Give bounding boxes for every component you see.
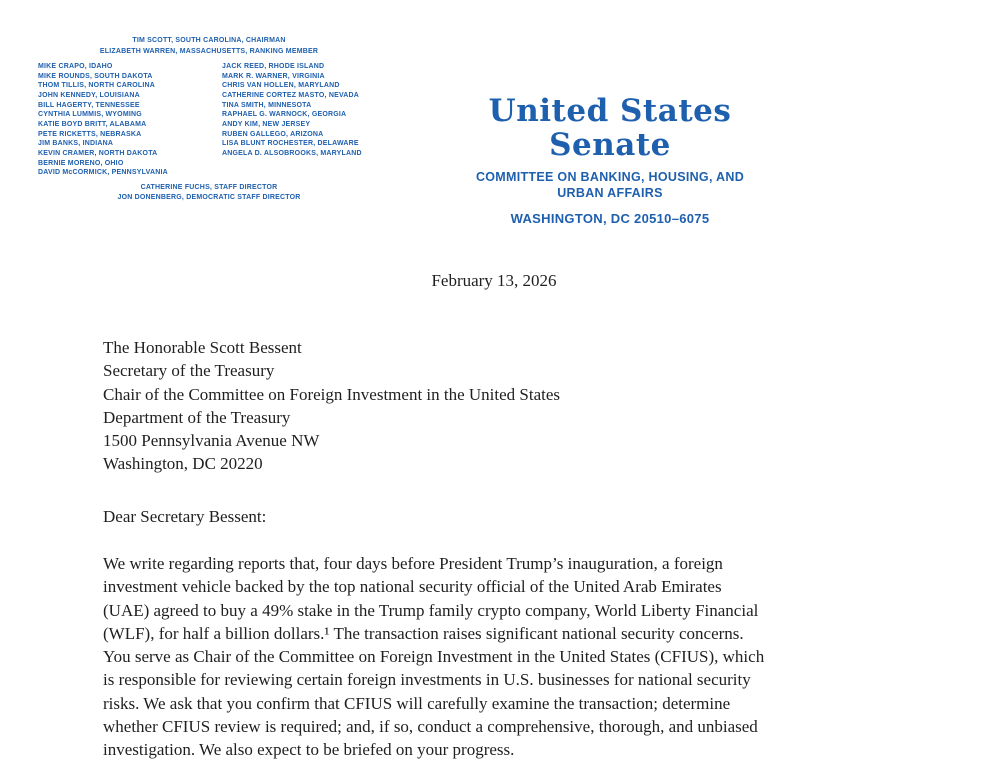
staff-directors bbox=[20, 183, 398, 203]
member-name: RAPHAEL G. WARNOCK, GEORGIA bbox=[222, 111, 347, 119]
recipient-line: Secretary of the Treasury bbox=[103, 361, 275, 381]
member-name: JACK REED, RHODE ISLAND bbox=[222, 63, 325, 70]
member-name: ANDY KIM, NEW JERSEY bbox=[222, 120, 311, 128]
member-name: ANGELA D. ALSOBROOKS, MARYLAND bbox=[222, 149, 362, 157]
member-name: KEVIN CRAMER, NORTH DAKOTA bbox=[38, 149, 158, 157]
recipient-line: 1500 Pennsylvania Avenue NW bbox=[103, 431, 320, 451]
body-line: We write regarding reports that, four days before President Trump’s inauguration, a foreign bbox=[103, 554, 723, 573]
body-line: investigation. We also expect to be briefed on your progress. bbox=[103, 740, 515, 760]
committee-name-line2: URBAN AFFAIRS bbox=[557, 186, 663, 200]
member-name: RUBEN GALLEGO, ARIZONA bbox=[222, 130, 324, 138]
member-name: LISA BLUNT ROCHESTER, DELAWARE bbox=[222, 140, 359, 148]
letter-date: February 13, 2026 bbox=[431, 271, 557, 290]
chairman-line: TIM SCOTT, SOUTH CAROLINA, CHAIRMAN bbox=[132, 37, 286, 44]
ranking-member-line: ELIZABETH WARREN, MASSACHUSETTS, RANKING MEMBER bbox=[99, 47, 319, 55]
democratic-staff-director-line: JON DONENBERG, DEMOCRATIC STAFF DIRECTOR bbox=[117, 194, 301, 201]
committee-name-line1: COMMITTEE ON BANKING, HOUSING, AND bbox=[475, 170, 745, 184]
member-name: CHRIS VAN HOLLEN, MARYLAND bbox=[222, 82, 340, 90]
member-name: MIKE ROUNDS, SOUTH DAKOTA bbox=[38, 72, 153, 80]
staff-director-line: CATHERINE FUCHS, STAFF DIRECTOR bbox=[140, 184, 278, 191]
member-name: CATHERINE CORTEZ MASTO, NEVADA bbox=[222, 91, 360, 99]
body-line: (WLF), for half a billion dollars.¹ The transaction raises significant national security concerns. bbox=[103, 623, 744, 643]
recipient-line: Department of the Treasury bbox=[103, 407, 291, 427]
members-column-left bbox=[38, 62, 168, 178]
salutation: Dear Secretary Bessent: bbox=[103, 507, 267, 526]
recipient-line: Washington, DC 20220 bbox=[103, 454, 263, 474]
recipient-line: Chair of the Committee on Foreign Investment in the United States bbox=[103, 384, 561, 404]
body-line: investment vehicle backed by the top national security official of the United Arab Emirates bbox=[103, 577, 722, 597]
body-line: whether CFIUS review is required; and, if so, conduct a comprehensive, thorough, and unbiased bbox=[103, 717, 758, 737]
member-name: MARK R. WARNER, VIRGINIA bbox=[222, 72, 325, 80]
member-name: MIKE CRAPO, IDAHO bbox=[38, 63, 113, 70]
member-name: CYNTHIA LUMMIS, WYOMING bbox=[38, 111, 142, 119]
member-name: TINA SMITH, MINNESOTA bbox=[222, 101, 312, 109]
letterhead-leadership bbox=[20, 36, 398, 57]
member-name: DAVID McCORMICK, PENNSYLVANIA bbox=[38, 169, 168, 177]
senate-title: United States Senate bbox=[488, 93, 732, 163]
member-name: JIM BANKS, INDIANA bbox=[38, 140, 114, 148]
body-line: You serve as Chair of the Committee on Foreign Investment in the United States (CFIUS), which bbox=[103, 647, 765, 667]
recipient-address-block bbox=[103, 336, 560, 476]
recipient-line: The Honorable Scott Bessent bbox=[103, 338, 302, 357]
letter-body-paragraph bbox=[103, 552, 903, 762]
committee-name bbox=[445, 169, 775, 201]
body-line: (UAE) agreed to buy a 49% stake in the Trump family crypto company, World Liberty Financial bbox=[103, 600, 759, 620]
body-line: is responsible for reviewing certain foreign investments in U.S. businesses for national security bbox=[103, 670, 751, 690]
member-name: JOHN KENNEDY, LOUISIANA bbox=[38, 91, 140, 99]
committee-address: WASHINGTON, DC 20510–6075 bbox=[510, 211, 710, 226]
senate-masthead bbox=[445, 94, 775, 226]
body-line: risks. We ask that you confirm that CFIUS will carefully examine the transaction; determine bbox=[103, 693, 731, 713]
member-name: KATIE BOYD BRITT, ALABAMA bbox=[38, 120, 147, 128]
member-name: PETE RICKETTS, NEBRASKA bbox=[38, 130, 142, 138]
member-name: BERNIE MORENO, OHIO bbox=[38, 159, 124, 167]
member-name: THOM TILLIS, NORTH CAROLINA bbox=[38, 82, 156, 90]
members-column-right bbox=[222, 62, 362, 159]
member-name: BILL HAGERTY, TENNESSEE bbox=[38, 101, 140, 109]
